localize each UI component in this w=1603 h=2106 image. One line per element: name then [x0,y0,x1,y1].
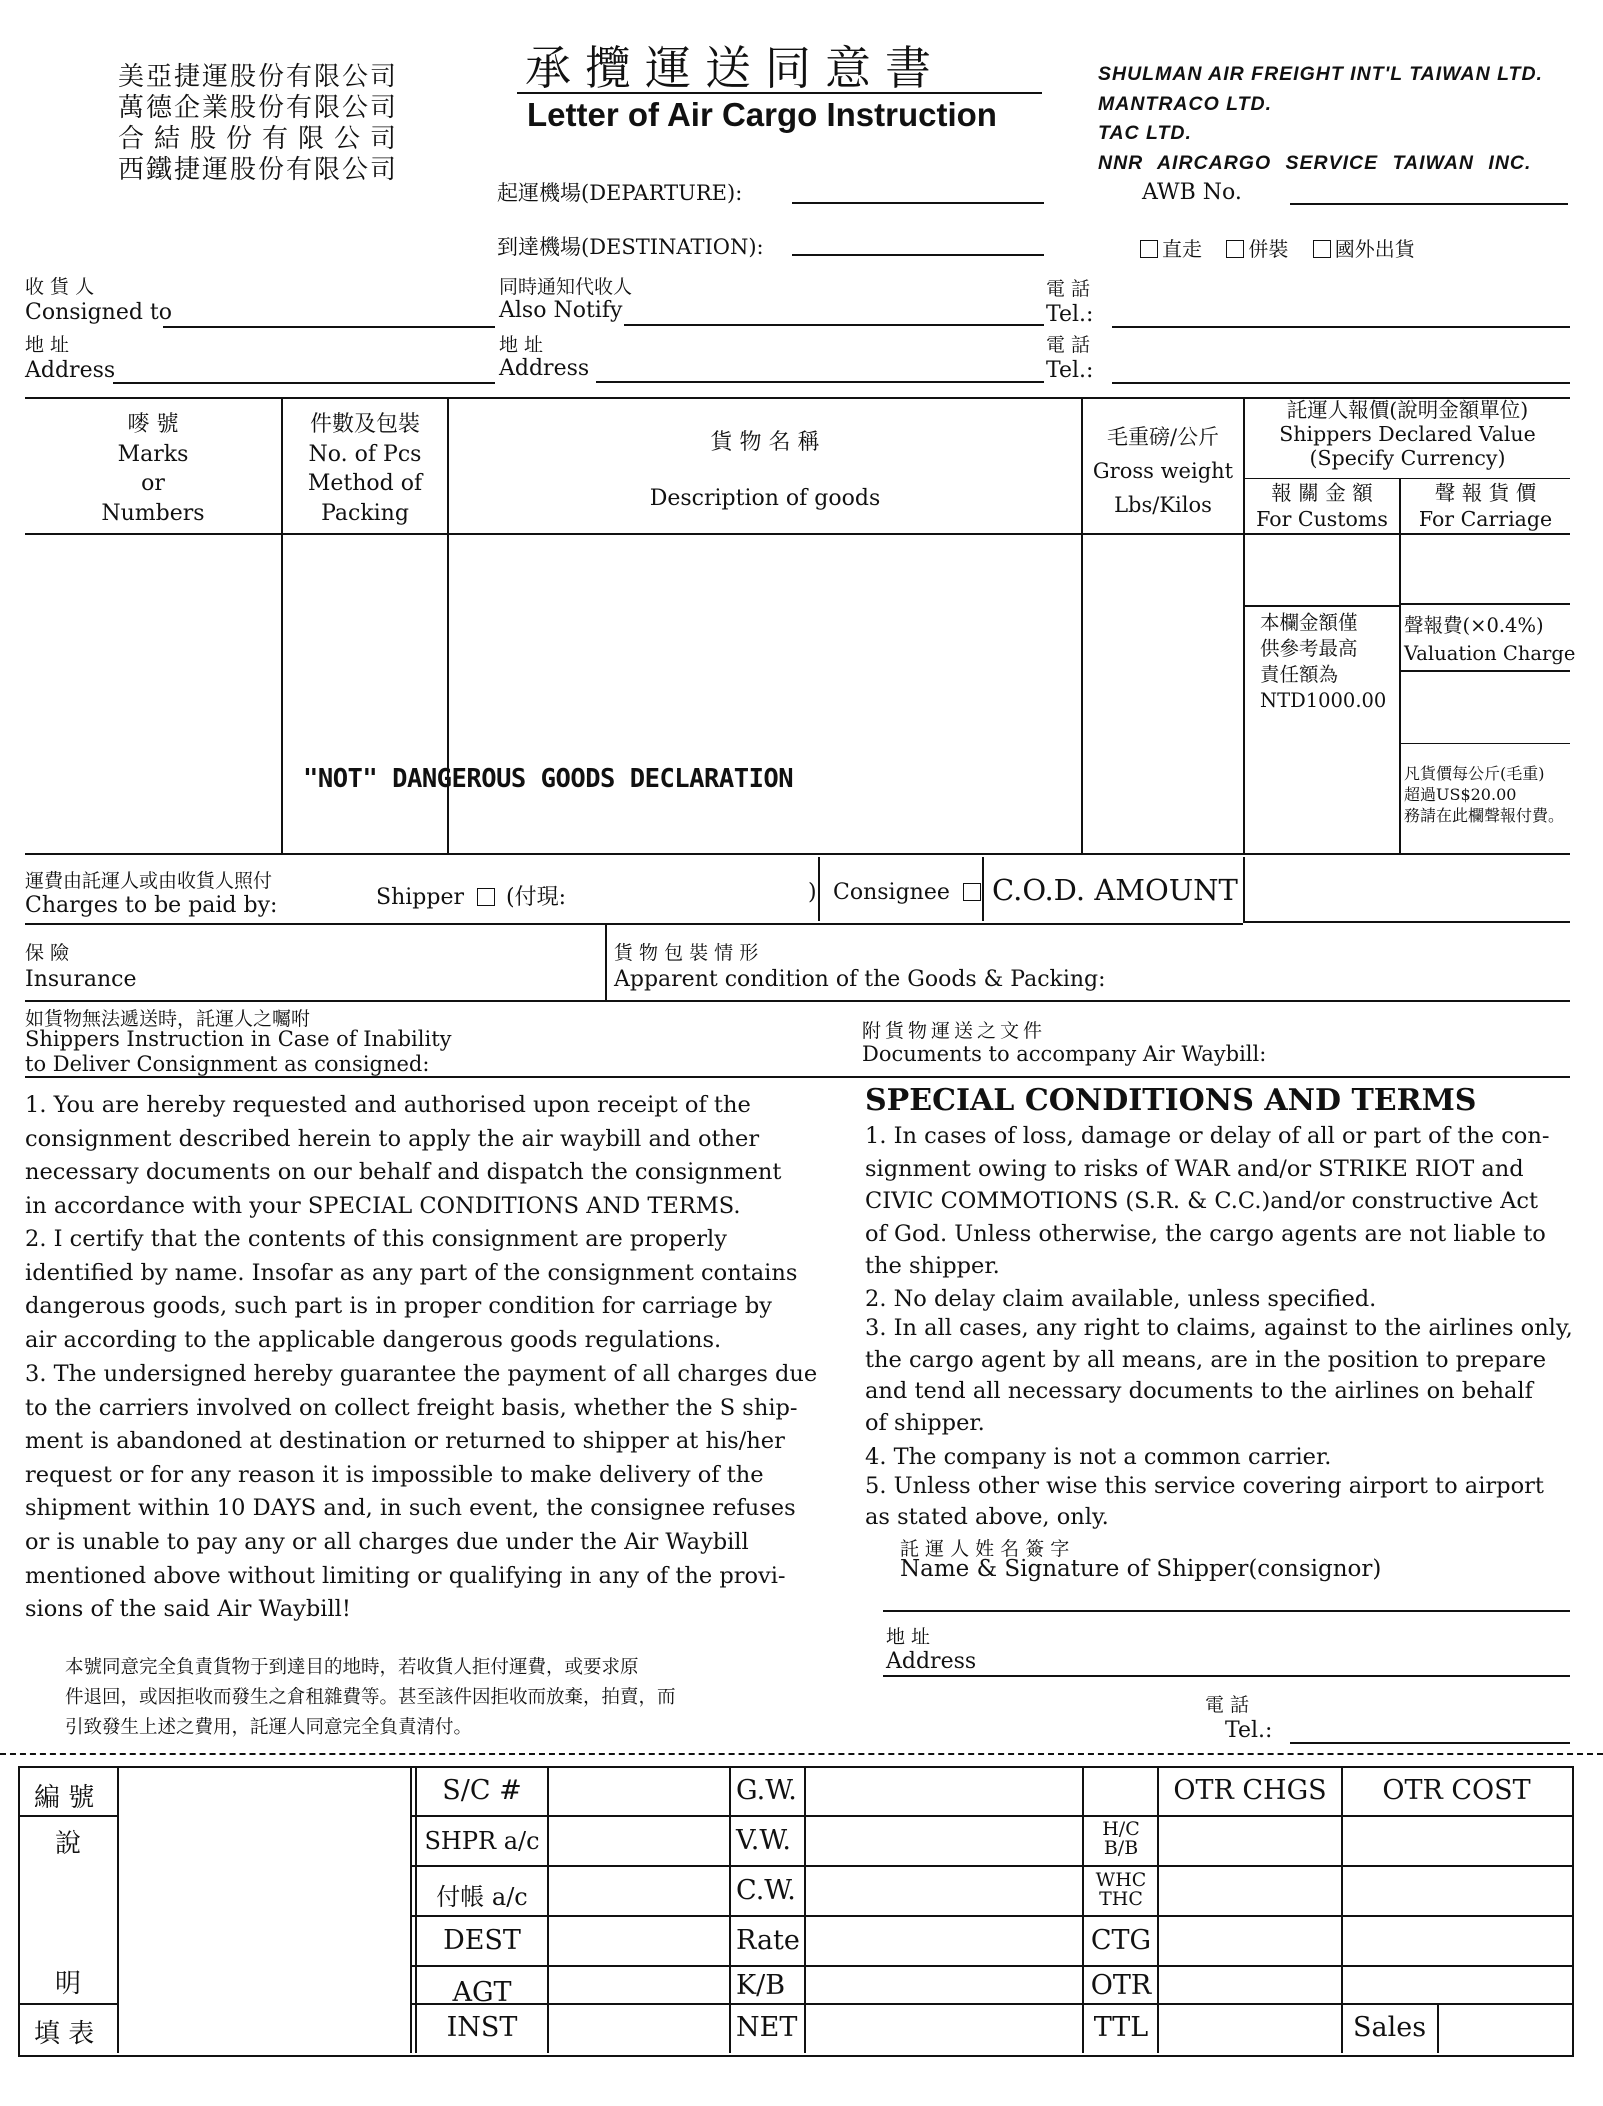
liability-amount: NTD1000.00 [1260,689,1387,712]
shpr-ac-label: SHPR a/c [424,1827,540,1855]
office-hsep-3 [410,1915,1572,1917]
col-marks-en2: or [141,471,165,496]
shipping-options [1140,233,1415,262]
shipper-checkbox[interactable] [477,888,495,906]
consignee-cn: 收 貨 人 [25,276,95,298]
liability-note-1: 本欄金額僅 [1260,611,1358,634]
company-en-4: NNR AIRCARGO SERVICE TAIWAN INC. [1098,151,1532,174]
address2-cn: 地 址 [499,334,544,356]
charges-label-cn: 運費由託運人或由收貨人照付 [25,870,273,892]
shipper-tel-cn: 電 話 [1205,1694,1250,1716]
col-desc-cn: 貨 物 名 稱 [710,430,820,455]
shipper-option[interactable] [376,880,566,911]
office-hsep-1 [410,1815,1572,1817]
company-cn-1: 美亞捷運股份有限公司 [118,62,399,92]
col-weight-cn: 毛重磅/公斤 [1106,425,1220,449]
charges-sep-1 [818,857,820,921]
liability-note [1260,610,1386,714]
customs-box-line [1243,605,1399,607]
tel2-field[interactable] [1112,382,1570,384]
liability-note-2: 供參考最高 [1260,637,1358,660]
otr-label: OTR [1090,1970,1152,2001]
tel1-cn: 電 話 [1046,278,1091,300]
shipper-address-field[interactable] [883,1675,1570,1677]
inst-label: INST [446,2012,518,2043]
payment-ac-label: 付帳 a/c [436,1883,528,1911]
kb-label: K/B [736,1970,786,2001]
ttl-label: TTL [1093,2012,1149,2043]
signature-en: Name & Signature of Shipper(consignor) [900,1556,1382,1582]
otr-chgs-label: OTR CHGS [1173,1775,1327,1806]
net-label: NET [736,2012,798,2043]
customs-en: For Customs [1256,507,1388,531]
address2-en: Address [499,356,590,381]
terms-right-p1: 1. In cases of loss, damage or delay of all or part of the con- signment owing to risks of WAR and/or STRIKE RIOT and CIVIC COMMOTIONS (S.R. & C.C.)and/or constructive Act of God. Unless otherwise, the cargo agents are not liable to the shipper. [865,1123,1550,1279]
cod-amount-label: C.O.D. AMOUNT [992,873,1238,907]
awb-label: AWB No. [1142,180,1242,205]
insurance-en: Insurance [25,967,137,992]
terms-right-p3: 3. In all cases, any right to claims, against to the airlines only, the cargo agent by all means, are in the position to prepare and tend all necessary documents to the airlines on behalf of shipper. [865,1315,1573,1436]
cash-label: (付現: [505,885,566,910]
col-value-en1: Shippers Declared Value [1279,422,1536,446]
tel2-en: Tel.: [1046,358,1094,383]
notify-field[interactable] [624,324,1044,326]
shipper-address-cn: 地 址 [886,1626,931,1648]
office-hsep-2 [410,1865,1572,1867]
valuation-rule [1404,763,1564,826]
not-dangerous-goods-declaration: "NOT" DANGEROUS GOODS DECLARATION [303,764,794,794]
terms-left-p1: 1. You are hereby requested and authorised upon receipt of the consignment described herein to apply the air waybill and other necessary documents on our behalf and dispatch the consignment in accordance with your SPECIAL CONDITIONS AND TERMS. [25,1092,782,1219]
companies-en [1098,60,1543,178]
departure-field[interactable] [792,202,1044,204]
company-cn-2: 萬德企業股份有限公司 [118,93,399,123]
carriage-box-line-2 [1399,670,1570,672]
insurance-bottom-line [25,1000,1570,1002]
terms-right-p5: 5. Unless other wise this service covering airport to airport as stated above, only. [865,1473,1544,1530]
charges-sep-2 [982,857,984,921]
direct-checkbox[interactable] [1140,240,1158,258]
office-hsep-side-2 [18,2003,117,2005]
inability-en-2: to Deliver Consignment as consigned: [25,1052,430,1076]
office-vsep-8 [1341,1766,1343,2053]
col-pcs-en1: No. of Pcs [308,441,422,467]
cod-field[interactable] [1243,921,1570,923]
office-label-explain-1: 說 [55,1829,82,1859]
insurance-cn: 保 險 [25,942,70,964]
signature-field[interactable] [883,1610,1570,1612]
address1-field[interactable] [113,382,495,384]
col-value-en2: (Specify Currency) [1309,446,1506,470]
tel1-field[interactable] [1112,326,1570,328]
awb-field[interactable] [1290,203,1568,205]
valuation-en: Valuation Charge [1404,642,1576,665]
consignee-label: Consignee [833,880,950,905]
valuation-charge [1404,612,1575,668]
terms-right-p2: 2. No delay claim available, unless specified. [865,1286,1377,1312]
carriage-cn: 聲 報 貨 價 [1434,481,1537,505]
company-en-2: MANTRACO LTD. [1098,92,1273,115]
office-vsep-9 [1437,2003,1439,2053]
overseas-checkbox[interactable] [1313,240,1331,258]
liability-note-3: 責任額為 [1260,663,1339,686]
charges-sep-3 [1243,857,1245,921]
address1-en: Address [25,358,116,383]
company-en-3: TAC LTD. [1098,122,1192,144]
consignee-field[interactable] [163,326,495,328]
consol-option[interactable]: 併裝 [1226,237,1288,261]
cw-label: C.W. [736,1875,796,1906]
goods-table-bottom [25,853,1570,855]
company-cn-3: 合結股份有限公司 [118,124,407,154]
overseas-option[interactable]: 國外出貨 [1313,237,1415,261]
goods-col-sep-5 [1399,478,1401,853]
condition-en: Apparent condition of the Goods & Packing: [614,967,1106,992]
shipper-tel-field[interactable] [1290,1742,1570,1744]
ctg-label: CTG [1090,1925,1152,1956]
terms-right-p4: 4. The company is not a common carrier. [865,1444,1332,1470]
col-marks-header [25,410,281,528]
office-label-number: 編 號 [34,1783,95,1813]
terms-left-p3: 3. The undersigned hereby guarantee the payment of all charges due to the carriers involved on collect freight basis, whether the S ship- ment is abandoned at destination or returned to shipper at his/her request or for any reason it is impossible to make delivery of the shipment within 10 DAYS and, in such event, the consignee refuses or is unable to pay any or all charges due under the Air Waybill mentioned above without limiting or qualifying in any of the provi- sions of the said Air Waybill! [25,1361,818,1623]
direct-option[interactable]: 直走 [1140,237,1202,261]
carriage-header [1401,480,1570,532]
col-pcs-en3: Packing [321,500,409,526]
sales-label: Sales [1353,2012,1427,2043]
office-hsep-side [18,1815,117,1817]
title-cn: 承攬運送同意書 [525,41,945,95]
signature-cn: 託 運 人 姓 名 簽 字 [900,1538,1070,1560]
destination-field[interactable] [792,254,1044,256]
cut-line [0,1753,1603,1755]
col-weight-header [1083,420,1243,522]
company-en-1: SHULMAN AIR FREIGHT INT'L TAIWAN LTD. [1098,63,1543,85]
office-vsep-1 [117,1766,119,2053]
consignee-option[interactable] [833,880,985,905]
terms-left-cn-note: 本號同意完全負責貨物于到達目的地時，若收貨人拒付運費，或要求原 件退回，或因拒收而發生之倉租雜費等。甚至該件因拒收而放棄，拍賣，而 引致發生上述之費用，託運人同意完全負責清付。 [65,1657,676,1738]
address2-field[interactable] [596,381,1044,383]
notify-cn: 同時通知代收人 [499,276,633,298]
col-value-cn: 託運人報價(說明金額單位) [1286,398,1529,422]
rate-label: Rate [736,1925,800,1956]
address1-cn: 地 址 [25,334,70,356]
consignee-en: Consigned to [25,300,173,325]
company-cn-4: 西鐵捷運股份有限公司 [118,155,399,185]
col-pcs-en2: Method of [307,471,423,496]
whc-thc-label: WHC THC [1095,1869,1147,1910]
sc-label: S/C # [442,1775,522,1806]
charges-bottom-line [25,923,1243,925]
col-weight-en1: Gross weight [1092,459,1234,483]
col-value-header [1245,398,1570,470]
value-subheader-line [1243,478,1570,479]
office-hsep-5 [410,2003,1572,2005]
col-marks-cn: 嘜 號 [127,412,179,437]
vw-label: V.W. [736,1825,791,1856]
inability-cn: 如貨物無法遞送時，託運人之囑咐 [25,1008,311,1030]
customs-header [1245,480,1399,532]
office-vsep-7 [1157,1766,1159,2053]
shipper-label: Shipper [376,885,464,910]
office-vsep-5 [804,1766,806,2053]
carriage-en: For Carriage [1418,507,1553,531]
gw-label: G.W. [736,1775,797,1806]
customs-cn: 報 關 金 額 [1271,481,1373,505]
office-label-fill: 填 表 [34,2019,95,2049]
valuation-cn: 聲報費(×0.4%) [1404,614,1544,637]
carriage-box-line-3 [1399,743,1570,744]
col-marks-en1: Marks [117,441,189,467]
valuation-rule-2: 超過US$20.00 [1404,785,1517,804]
office-vsep-2a [410,1766,412,2053]
office-hsep-4 [410,1965,1572,1967]
tel2-cn: 電 話 [1046,334,1091,356]
agt-label: AGT [452,1977,512,2008]
office-vsep-3 [547,1766,549,2053]
notify-en: Also Notify [499,298,623,323]
goods-table-header-line [25,533,1570,535]
destination-label: 到達機場(DESTINATION): [497,235,764,259]
consol-checkbox[interactable] [1226,240,1244,258]
col-pcs-header [283,410,447,528]
title-en: Letter of Air Cargo Instruction [527,96,997,133]
office-label-explain-2: 明 [55,1969,82,1999]
departure-label: 起運機場(DEPARTURE): [497,181,743,205]
title-underline [517,92,1042,94]
col-weight-en2: Lbs/Kilos [1114,493,1212,517]
valuation-rule-3: 務請在此欄聲報付費。 [1404,806,1565,825]
insurance-sep [605,923,607,1000]
col-desc-en: Description of goods [649,486,881,511]
cash-close-paren: ) [808,880,817,905]
shipper-address-en: Address [886,1649,977,1674]
col-marks-en3: Numbers [101,500,205,526]
shipper-tel-en: Tel.: [1225,1718,1273,1743]
office-vsep-4 [729,1766,731,2053]
documents-cn: 附貨物運送之文件 [862,1020,1047,1042]
valuation-rule-1: 凡貨價每公斤(毛重) [1404,764,1545,783]
otr-cost-label: OTR COST [1382,1775,1531,1806]
dest-label: DEST [443,1925,521,1956]
documents-en: Documents to accompany Air Waybill: [862,1042,1267,1066]
companies-cn [118,62,406,186]
col-pcs-cn: 件數及包裝 [309,412,420,437]
special-terms-heading: SPECIAL CONDITIONS AND TERMS [865,1083,1477,1118]
charges-label-en: Charges to be paid by: [25,893,278,918]
instructions-bottom-line [25,1076,1570,1078]
inability-en-1: Shippers Instruction in Case of Inability [25,1027,452,1051]
consignee-checkbox[interactable] [963,883,981,901]
tel1-en: Tel.: [1046,302,1094,327]
carriage-box-line-1 [1399,603,1570,605]
office-vsep-6 [1082,1766,1084,2053]
terms-left-p2: 2. I certify that the contents of this consignment are properly identified by name. Insofar as any part of the consignment contains dangerous goods, such part is in proper condition for carriage by air according to the applicable dangerous goods regulations. [25,1226,798,1353]
condition-cn: 貨 物 包 裝 情 形 [614,942,759,964]
hc-bb-label: H/C B/B [1102,1818,1140,1859]
